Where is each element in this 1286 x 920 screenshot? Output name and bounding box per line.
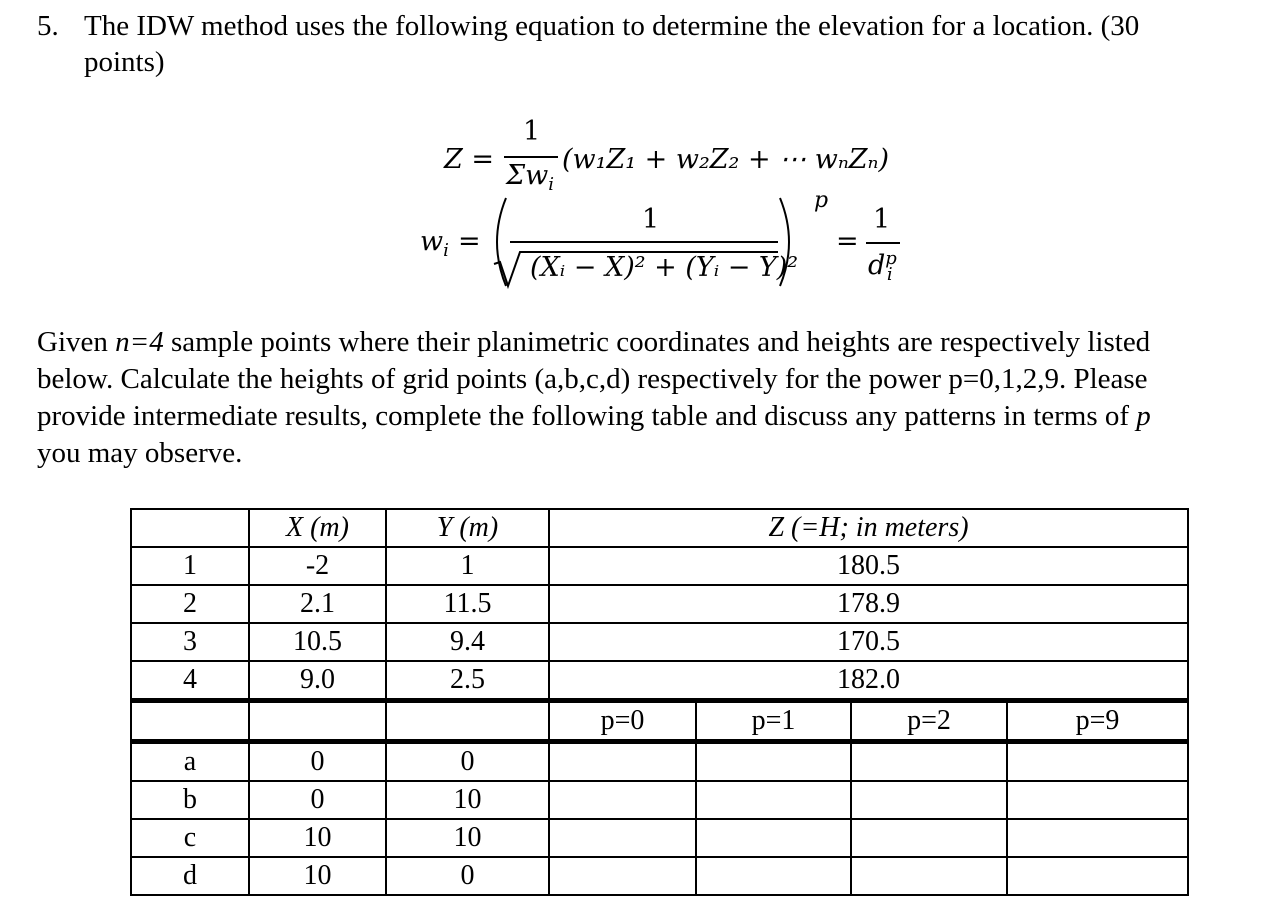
eq-w-lhs: $w_i$	[420, 226, 449, 261]
header-x: X (m)	[249, 509, 386, 547]
header-p0: p=0	[549, 701, 696, 742]
table-row: b 0 10	[131, 781, 1188, 819]
table-header-row	[131, 509, 1188, 547]
answer-cell[interactable]	[696, 781, 851, 819]
paragraph-line3: provide intermediate results, complete the following table and discuss any patterns in terms of p	[37, 400, 1151, 432]
problem-paragraph	[37, 324, 1277, 472]
paragraph-line1: Given n=4 sample points where their planimetric coordinates and heights are respectively listed	[37, 326, 1151, 358]
question-text-line2: points)	[84, 46, 165, 78]
answer-cell[interactable]	[1007, 857, 1188, 895]
paragraph-line4: you may observe.	[37, 437, 243, 469]
answer-cell[interactable]	[1007, 781, 1188, 819]
answer-cell[interactable]	[696, 819, 851, 857]
table-row: 2 2.1 11.5 178.9	[131, 585, 1188, 623]
table-row: 1 -2 1 180.5	[131, 547, 1188, 585]
question-text-line1: The IDW method uses the following equation to determine the elevation for a location. (30	[84, 10, 1140, 42]
eq-w-fraction-bar2	[866, 242, 900, 244]
table-row: c 10 10	[131, 819, 1188, 857]
idw-data-table	[130, 508, 1189, 896]
table-row: 3 10.5 9.4 170.5	[131, 623, 1188, 661]
header-p9: p=9	[1007, 701, 1188, 742]
answer-cell[interactable]	[696, 742, 851, 782]
eq-w-exponent: p	[814, 188, 829, 213]
answer-cell[interactable]	[549, 857, 696, 895]
answer-cell[interactable]	[549, 781, 696, 819]
header-id	[131, 509, 249, 547]
answer-cell[interactable]	[851, 742, 1007, 782]
answer-cell[interactable]	[851, 781, 1007, 819]
answer-cell[interactable]	[1007, 819, 1188, 857]
table-row: 4 9.0 2.5 182.0	[131, 661, 1188, 701]
table-row: a 0 0	[131, 742, 1188, 782]
eq-z-fraction-bar	[504, 156, 558, 158]
header-y: Y (m)	[386, 509, 549, 547]
answer-cell[interactable]	[549, 742, 696, 782]
eq-w-numerator: 1	[642, 204, 660, 235]
question-number: 5.	[37, 10, 59, 42]
answer-cell[interactable]	[696, 857, 851, 895]
eq-z-lhs: Z =	[444, 144, 494, 175]
eq-z-rhs: (w₁Z₁ + w₂Z₂ + ⋯ wₙZₙ)	[562, 144, 890, 175]
header-p1: p=1	[696, 701, 851, 742]
eq-z-denominator: $\Sigma w_i$	[506, 160, 554, 195]
paragraph-line2: below. Calculate the heights of grid points (a,b,c,d) respectively for the power p=0,1,2,9. Please	[37, 363, 1148, 395]
header-z: Z (=H; in meters)	[549, 509, 1188, 547]
answer-cell[interactable]	[851, 819, 1007, 857]
header-p2: p=2	[851, 701, 1007, 742]
eq-w-equals: =	[458, 226, 481, 257]
eq-w-numerator2: 1	[873, 204, 891, 235]
eq-w-denominator2: $d^p_i$	[868, 248, 897, 285]
answer-cell[interactable]	[851, 857, 1007, 895]
answer-cell[interactable]	[1007, 742, 1188, 782]
eq-w-equals2: =	[836, 226, 859, 257]
answer-cell[interactable]	[549, 819, 696, 857]
eq-z-numerator: 1	[523, 116, 541, 147]
eq-w-denominator: (Xᵢ − X)² + (Yᵢ − Y)²	[530, 252, 799, 283]
table-row: d 10 0	[131, 857, 1188, 895]
table-power-header-row	[131, 701, 1188, 742]
